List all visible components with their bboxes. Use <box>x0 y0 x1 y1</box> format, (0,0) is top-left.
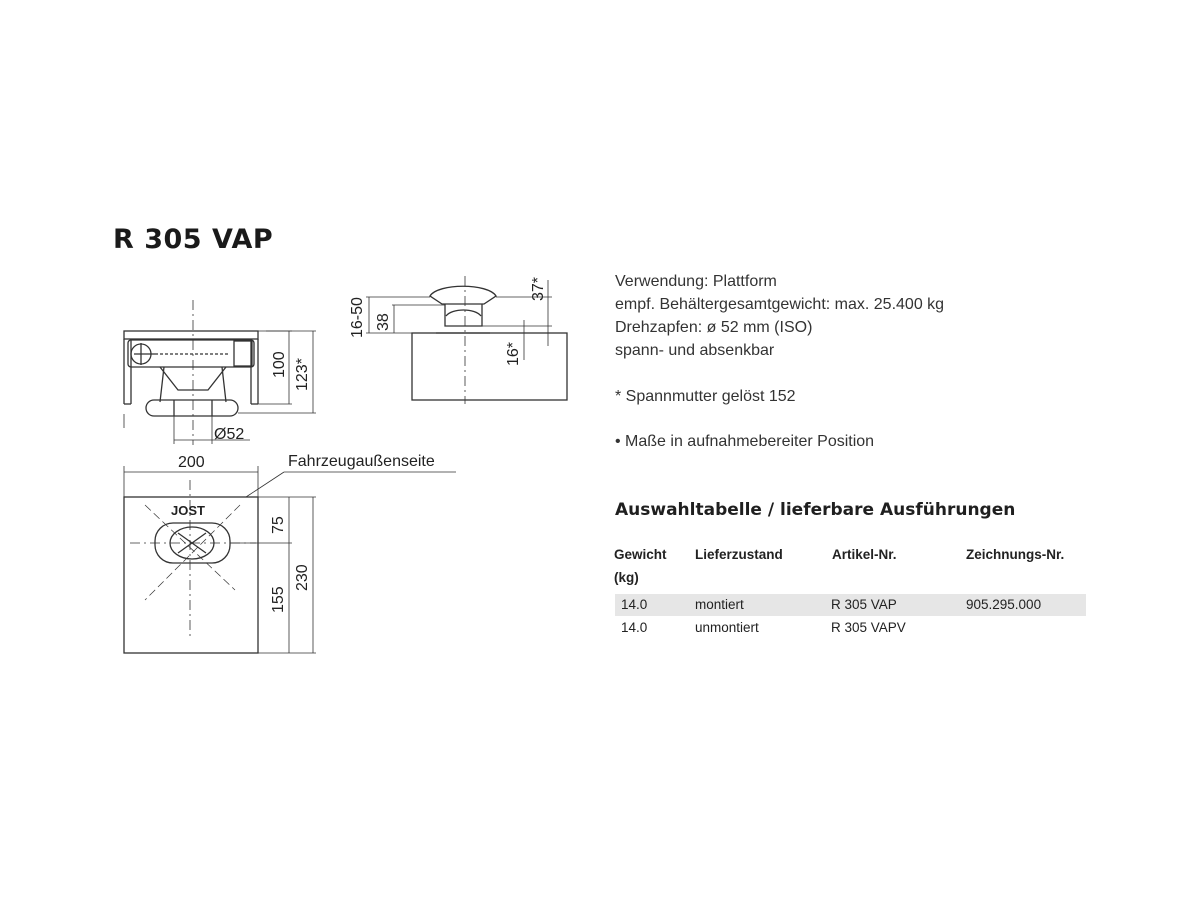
spec-pivot: Drehzapfen: ø 52 mm (ISO) <box>615 319 813 336</box>
dim-label-38: 38 <box>375 313 392 331</box>
cell-article: R 305 VAPV <box>831 620 906 635</box>
header-weight: Gewicht <box>614 547 667 562</box>
dim-label-230: 230 <box>294 564 311 591</box>
cell-state: unmontiert <box>695 620 759 635</box>
dim-label-200: 200 <box>178 454 205 471</box>
cell-drawing: 905.295.000 <box>966 597 1042 612</box>
cell-state: montiert <box>695 597 744 612</box>
dim-label-16: 16* <box>505 341 522 366</box>
cell-article: R 305 VAP <box>831 597 897 612</box>
table-title: Auswahltabelle / lieferbare Ausführungen <box>615 500 1016 520</box>
dim-label-123: 123* <box>294 358 311 391</box>
top-view-dimensions <box>124 466 456 653</box>
dim-label-75: 75 <box>270 516 287 534</box>
dim-label-37: 37* <box>530 276 547 301</box>
header-state: Lieferzustand <box>695 547 783 562</box>
header-article: Artikel-Nr. <box>832 547 897 562</box>
outer-side-label: Fahrzeugaußenseite <box>288 453 435 470</box>
product-title: R 305 VAP <box>113 224 274 255</box>
header-weight-unit: (kg) <box>614 570 639 585</box>
table-row <box>615 617 1086 639</box>
plate-marking: JOST <box>171 503 205 518</box>
header-drawing: Zeichnungs-Nr. <box>966 547 1065 562</box>
note-dims: • Maße in aufnahmebereiter Position <box>615 433 875 450</box>
note-nut: * Spannmutter gelöst 152 <box>615 388 796 405</box>
spec-usage: Verwendung: Plattform <box>615 273 777 290</box>
table-row <box>615 594 1086 616</box>
spec-adjust: spann- und absenkbar <box>615 342 775 359</box>
dim-label-155: 155 <box>270 586 287 613</box>
dim-label-52: Ø52 <box>214 426 245 443</box>
cell-weight: 14.0 <box>621 620 648 635</box>
spec-weight: empf. Behältergesamtgewicht: max. 25.400 kg <box>615 296 945 313</box>
dim-label-100: 100 <box>271 351 288 378</box>
cell-weight: 14.0 <box>621 597 648 612</box>
front-view <box>124 331 258 428</box>
dim-label-16-50: 16-50 <box>349 297 366 338</box>
